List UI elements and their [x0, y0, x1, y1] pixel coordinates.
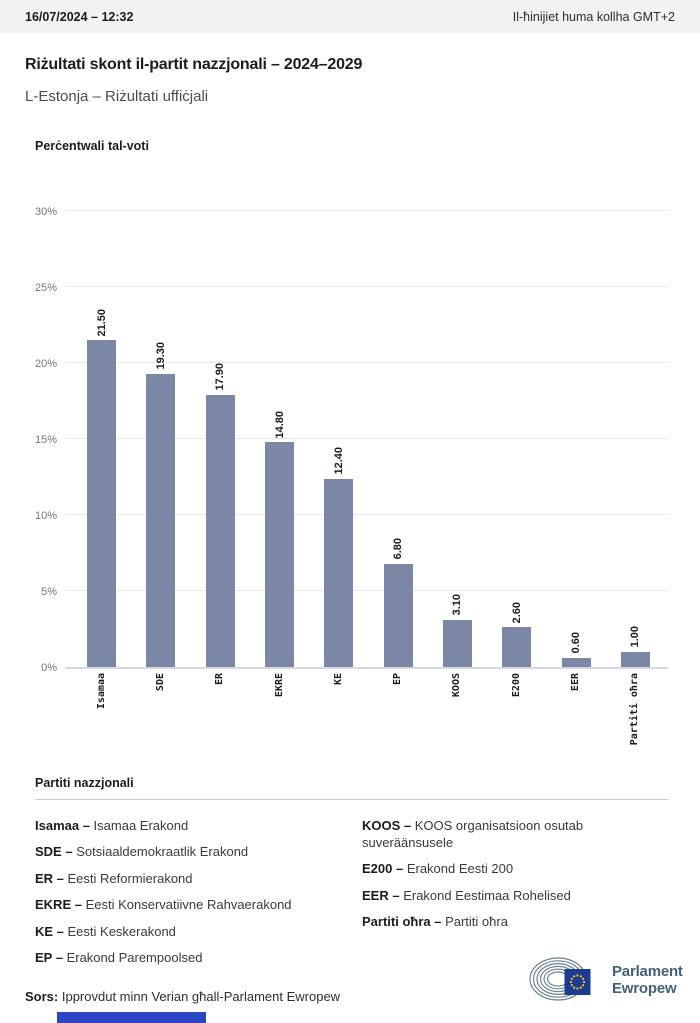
- legend-party-name: KOOS organisatsioon osutab suveräänsusele: [362, 818, 584, 850]
- legend-abbr: EER –: [362, 887, 404, 903]
- legend-party-name: Eesti Konservatiivne Rahvaerakond: [85, 897, 292, 913]
- x-label-ekre: EKRE: [273, 673, 285, 698]
- x-label-eer: EER: [570, 673, 582, 692]
- logo-text: [612, 963, 683, 997]
- legend-abbr: ER –: [35, 870, 68, 886]
- x-cell-5: [368, 673, 427, 745]
- x-label-er: ER: [214, 673, 226, 686]
- datetime-label: 16/07/2024 – 12:32: [25, 9, 134, 24]
- bar-er[interactable]: [206, 395, 235, 667]
- y-tick-30: 30%: [34, 206, 57, 218]
- legend-item-koos: [362, 818, 662, 852]
- legend-abbr: Isamaa –: [35, 818, 94, 833]
- y-tick-5: 5%: [41, 586, 57, 598]
- x-label-ep: EP: [392, 673, 404, 686]
- value-label-e200: 2.60: [510, 602, 523, 624]
- x-label-isamaa: Isamaa: [95, 673, 107, 710]
- timezone-note: Il-ħinijiet huma kollha GMT+2: [512, 9, 675, 24]
- legend-party-name: Partiti oħra: [445, 914, 508, 930]
- legend-party-name: Eesti Keskerakond: [67, 923, 176, 939]
- legend-item-e200: [362, 861, 662, 878]
- bar-partiti-oħra[interactable]: [621, 652, 650, 667]
- legend-abbr: Partiti oħra –: [362, 914, 446, 930]
- y-tick-10: 10%: [34, 510, 57, 522]
- value-label-sde: 19.30: [154, 342, 167, 370]
- legend-abbr: E200 –: [362, 861, 407, 877]
- x-cell-4: [309, 673, 368, 745]
- gridline-25: [65, 286, 668, 287]
- legend-party-name: Erakond Eestimaa Rohelised: [403, 887, 571, 903]
- x-cell-6: [428, 673, 487, 745]
- x-label-sde: SDE: [154, 673, 166, 692]
- x-cell-7: [487, 673, 546, 745]
- source-note: [25, 989, 340, 1004]
- value-label-isamaa: 21.50: [95, 308, 108, 337]
- legend-item-ep: [35, 950, 350, 967]
- x-axis-labels: [72, 673, 665, 745]
- x-cell-9: [606, 673, 665, 745]
- x-label-e200: E200: [510, 673, 522, 698]
- logo-text-line2: Ewropew: [612, 979, 677, 997]
- legend-party-name: Isamaa Erakond: [93, 818, 189, 833]
- y-tick-20: 20%: [34, 358, 57, 370]
- legend-item-partiti-oħra: [362, 914, 662, 931]
- legend-item-eer: [362, 888, 662, 905]
- bar-e200[interactable]: [502, 627, 531, 667]
- legend-party-name: Eesti Reformierakond: [67, 870, 193, 886]
- logo-text-line1: Parlament: [612, 962, 683, 980]
- legend-abbr: KE –: [35, 923, 68, 939]
- legend-divider: [35, 799, 668, 800]
- legend-item-ekre: [35, 897, 350, 914]
- legend-party-name: Erakond Parempoolsed: [66, 949, 203, 965]
- source-label: Sors:: [25, 989, 59, 1004]
- x-cell-3: [250, 673, 309, 745]
- plot-area: [34, 180, 668, 674]
- source-text: Ipprovdut minn Verian għall-Parlament Ewropew: [61, 989, 341, 1004]
- page-subtitle: L-Estonja – Riżultati uffiċjali: [25, 88, 209, 105]
- value-label-ep: 6.80: [392, 538, 405, 560]
- legend-item-sde: [35, 844, 350, 861]
- bar-sde[interactable]: [146, 374, 175, 667]
- legend-party-name: Sotsiaaldemokraatlik Erakond: [76, 844, 249, 860]
- bar-isamaa[interactable]: [87, 340, 116, 667]
- page-title: Riżultati skont il-partit nazzjonali – 2024–2029: [25, 56, 363, 73]
- legend-abbr: EP –: [35, 949, 67, 965]
- legend-item-er: [35, 871, 350, 888]
- bar-eer[interactable]: [562, 658, 591, 667]
- bar-ekre[interactable]: [265, 442, 294, 667]
- value-label-koos: 3.10: [451, 594, 464, 616]
- x-label-partiti-oħra: Partiti oħra: [629, 673, 641, 746]
- y-tick-25: 25%: [34, 282, 57, 294]
- x-cell-0: [72, 673, 131, 745]
- x-cell-2: [191, 673, 250, 745]
- legend-column-right: [362, 818, 662, 940]
- parliament-hemicycle-icon: [528, 956, 606, 1003]
- legend-abbr: SDE –: [35, 844, 77, 860]
- gridline-30: [65, 210, 668, 211]
- bar-ep[interactable]: [384, 564, 413, 667]
- bar-ke[interactable]: [324, 479, 353, 667]
- value-label-er: 17.90: [214, 363, 227, 391]
- y-tick-0: 0%: [41, 662, 57, 674]
- x-label-ke: KE: [332, 673, 344, 686]
- legend-item-ke: [35, 924, 350, 941]
- x-label-koos: KOOS: [451, 673, 463, 698]
- legend-heading: Partiti nazzjonali: [35, 776, 134, 790]
- bar-koos[interactable]: [443, 620, 472, 667]
- x-cell-1: [131, 673, 190, 745]
- chart-title: Perċentwali tal-voti: [35, 139, 149, 153]
- x-cell-8: [546, 673, 605, 745]
- legend-party-name: Erakond Eesti 200: [406, 861, 514, 877]
- value-label-partiti-oħra: 1.00: [629, 626, 642, 648]
- eu-flag-icon: [565, 969, 591, 995]
- legend-abbr: EKRE –: [35, 897, 86, 913]
- y-tick-15: 15%: [34, 434, 57, 446]
- legend-item-isamaa: [35, 818, 350, 835]
- legend-column-left: [35, 818, 350, 976]
- top-bar: [0, 0, 700, 33]
- value-label-eer: 0.60: [570, 632, 583, 654]
- value-label-ke: 12.40: [332, 447, 345, 475]
- bottom-accent-bar: [57, 1012, 206, 1023]
- legend-abbr: KOOS –: [362, 818, 415, 833]
- value-label-ekre: 14.80: [273, 410, 286, 439]
- european-parliament-logo[interactable]: [528, 956, 683, 1003]
